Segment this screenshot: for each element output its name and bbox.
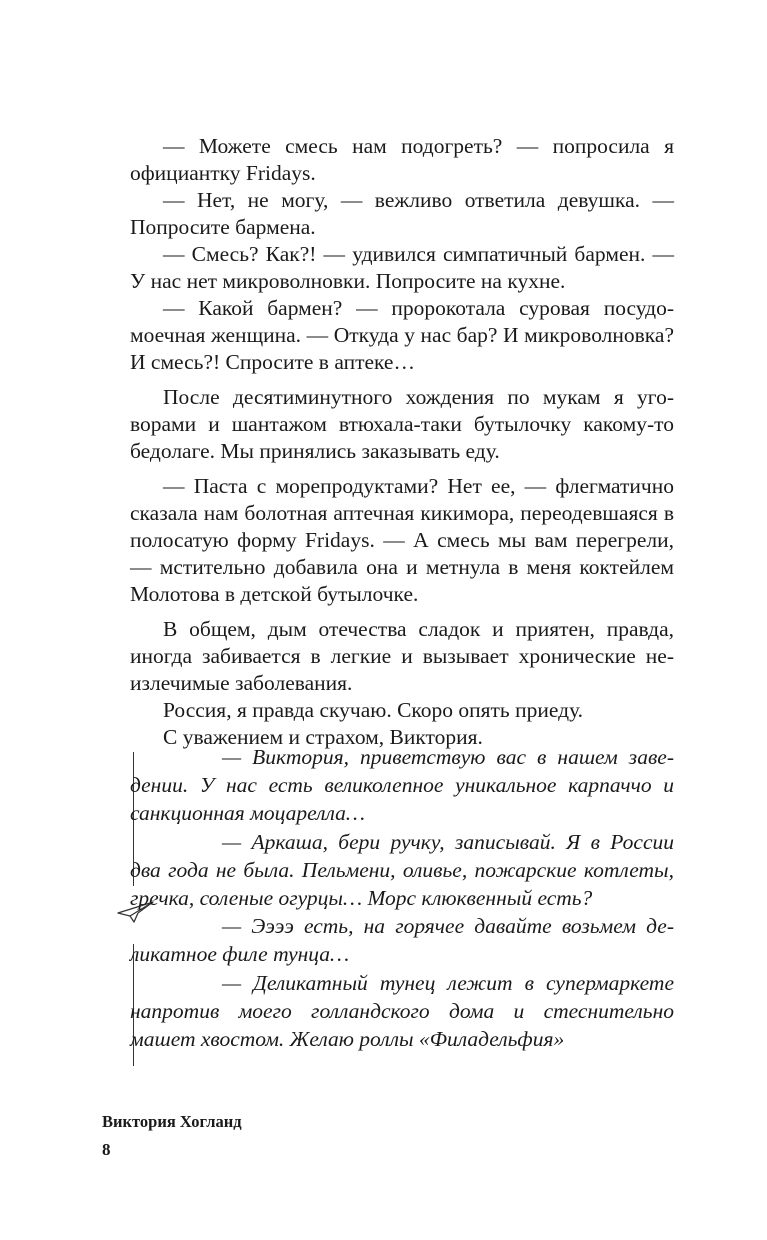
paragraph: — Паста с морепродуктами? Нет ее, — флегматично сказала нам болотная аптечная кикимора, переодевшаяся в полосатую форму Fridays. — А смесь мы вам перегрели, — мстительно добавила она и метнула в меня коктейлем Молотова в детской бутылочке.: [130, 474, 674, 606]
quote-paragraph: — Аркаша, бери ручку, записывай. Я в России два года не была. Пельмени, оливье, пожарские котлеты, гречка, соленые огурцы… Морс клюквенный есть?: [130, 829, 674, 911]
paragraph: Россия, я правда скучаю. Скоро опять приеду.: [163, 698, 584, 722]
paragraph: После десятиминутного хождения по мукам я уговорами и шантажом втюхала-таки бутылочку какому-то бедолаге. Мы принялись заказывать еду.: [130, 385, 674, 463]
quote-paragraph: — Деликатный тунец лежит в супермаркете напротив моего голландского дома и стеснительно машет хвостом. Желаю роллы «Филадельфия»: [130, 970, 674, 1052]
paragraph: — Какой бармен? — пророкотала суровая посудомоечная женщина. — Откуда у нас бар? И микроволновка? И смесь?! Спросите в аптеке…: [130, 296, 674, 374]
main-text-block: [130, 133, 674, 751]
paragraph: — Нет, не могу, — вежливо ответила девушка. — Попросите бармена.: [130, 188, 674, 239]
quote-paragraph: — Виктория, приветствую вас в нашем заведении. У нас есть великолепное уникальное карпаччо и санкционная моцарелла…: [130, 745, 674, 826]
running-footer-author: Виктория Хогланд: [102, 1112, 242, 1131]
paragraph: — Можете смесь нам подогреть? — попросила я официантку Fridays.: [130, 134, 674, 185]
paragraph: В общем, дым отечества сладок и приятен, правда, иногда забивается в легкие и вызывает хронические неизлечимые заболевания.: [130, 617, 674, 695]
paragraph: С уважением и страхом, Виктория.: [163, 725, 483, 749]
page-number: 8: [102, 1140, 111, 1159]
quote-paragraph: — Ээээ есть, на горячее давайте возьмем деликатное филе тунца…: [130, 914, 674, 967]
dialogue-quote-block: [130, 743, 674, 1053]
paragraph: — Смесь? Как?! — удивился симпатичный бармен. — У нас нет микроволновки. Попросите на кухне.: [130, 242, 674, 293]
